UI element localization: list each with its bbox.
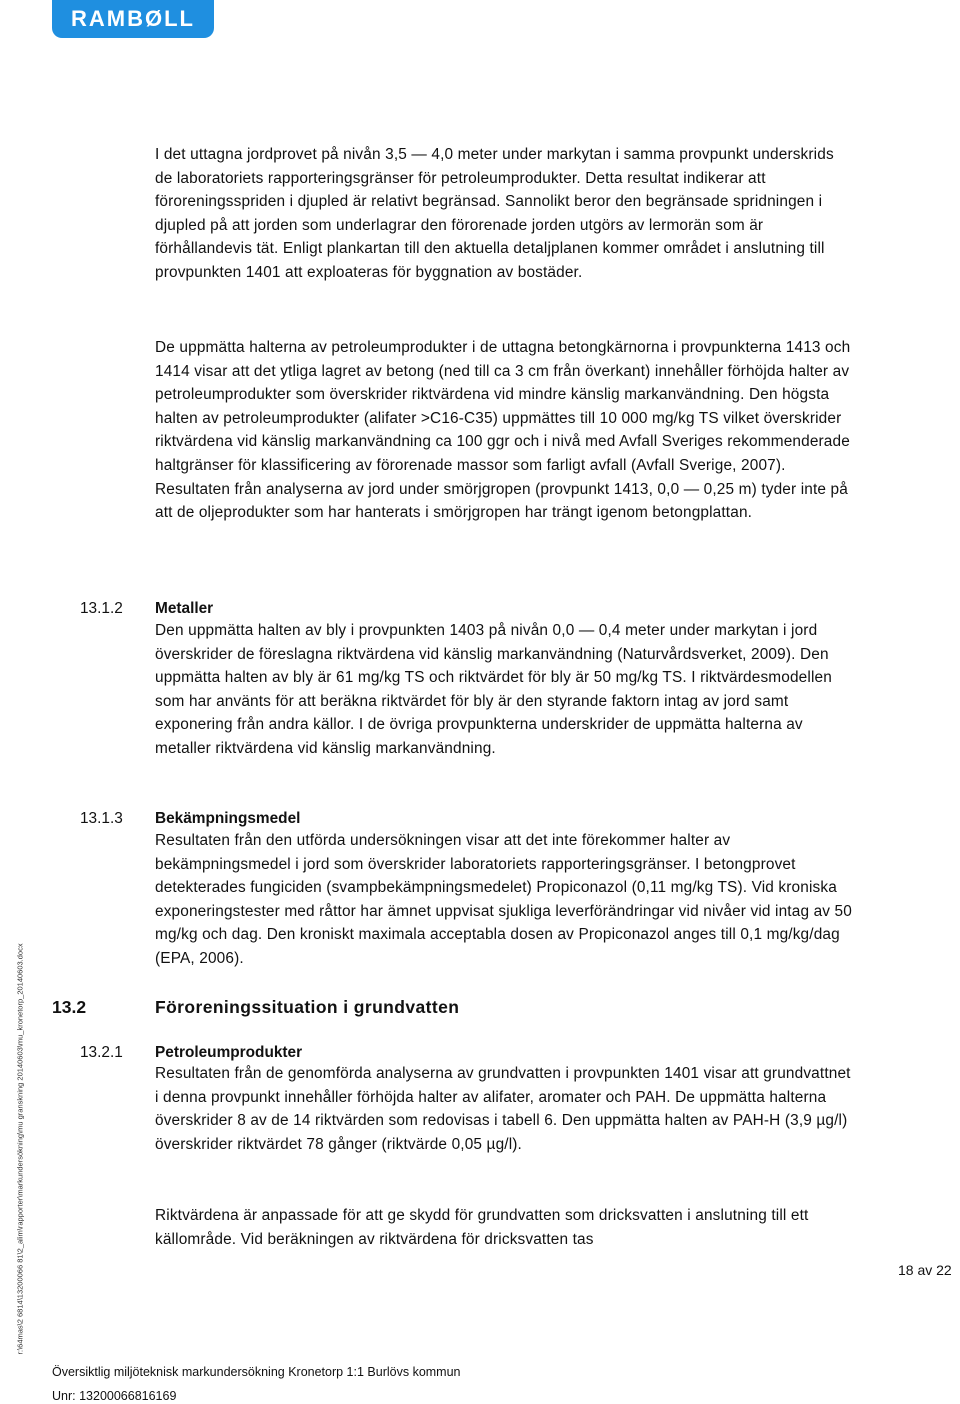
section-title-bekampningsmedel: Bekämpningsmedel xyxy=(155,810,301,827)
section-body-petroleumprodukter-2: Riktvärdena är anpassade för att ge skydd för grundvatten som dricksvatten i anslutning till ett källområde. Vid beräkningen av riktvärdena för dricksvatten tas xyxy=(155,1207,809,1248)
logo-text: RAMBØLL xyxy=(71,6,195,31)
section-body-petroleumprodukter: Resultaten från de genomförda analyserna av grundvatten i provpunkten 1401 visar att grundvattnet i denna provpunkt innehåller förhöjda halter av alifater, aromater och PAH. De uppmätta halterna överskrider 8 av de 14 riktvärden som redovisas i tabell 6. Den uppmätta halten av PAH-H (3,9 µg/l) överskrider riktvärdet 78 gånger (riktvärde 0,05 µg/l). xyxy=(155,1065,851,1153)
side-file-path: r:\64mas\2 6814\13200066 81\2_alim\rapporter\markundersökning\mu granskning 20140603\mu_kronetorp_20140603.docx xyxy=(15,943,25,1355)
section-title-metaller: Metaller xyxy=(155,600,214,617)
section-title-grundvatten: Föroreningssituation i grundvatten xyxy=(155,997,460,1017)
paragraph-2: De uppmätta halterna av petroleumprodukter i de uttagna betongkärnorna i provpunkterna 1413 och 1414 visar att det ytliga lagret av betong (ned till ca 3 cm från överkant) innehåller förhöjda halter av petroleumprodukter som överskrider riktvärdena vid mindre känslig markanvändning. Den högsta halten av petroleumprodukter (alifater >C16-C35) uppmättes till 10 000 mg/kg TS vilket överskrider riktvärdena vid känslig markanvändning ca 100 ggr och i nivå med Avfall Sveriges rekommenderade haltgränser för klassificering av förorenade massor som farligt avfall (Avfall Sverige, 2007). Resultaten från analyserna av jord under smörjgropen (provpunkt 1413, 0,0 — 0,25 m) tyder inte på att de oljeprodukter som har hanterats i smörjgropen har trängt igenom betongplattan. xyxy=(155,339,851,522)
section-number-13-1-3: 13.1.3 xyxy=(80,810,123,827)
section-body-bekampningsmedel: Resultaten från den utförda undersökningen visar att det inte förekommer halter av bekämpningsmedel i jord som överskrider laboratoriets rapporteringsgränser. I betongprovet detekterades fungiciden (svampbekämpningsmedelet) Propiconazol (0,11 mg/kg TS). Vid kroniska exponeringstester med råttor har ämnet uppvisat sjukliga leverförändringar vid nivåer vid intag av 50 mg/kg och dag. Den kroniskt maximala acceptabla dosen av Propiconazol anges till 0,1 mg/kg/dag (EPA, 2006). xyxy=(155,832,852,967)
section-title-petroleumprodukter: Petroleumprodukter xyxy=(155,1044,303,1061)
section-number-13-2: 13.2 xyxy=(52,997,87,1017)
section-body-metaller: Den uppmätta halten av bly i provpunkten 1403 på nivån 0,0 — 0,4 meter under markytan i jord överskrider de föreslagna riktvärdena vid känslig markanvändning (Naturvårdsverket, 2009). Den uppmätta halten av bly är 61 mg/kg TS och riktvärdet för bly är 50 mg/kg TS. I riktvärdesmodellen som har använts för att beräkna riktvärdet för bly är den styrande faktorn intag av jord samt exponering från andra källor. I de övriga provpunkterna underskrider de uppmätta halterna av metaller riktvärdena vid känslig markanvändning. xyxy=(155,622,832,757)
page-number: 18 av 22 xyxy=(898,1262,952,1278)
paragraph-1: I det uttagna jordprovet på nivån 3,5 — 4,0 meter under markytan i samma provpunkt underskrids de laboratoriets rapporteringsgränser för petroleumprodukter. Detta resultat indikerar att föroreningsspriden i djupled är relativt begränsad. Sannolikt beror den begränsade spridningen i djupled på att jorden som underlagrar den förorenade jorden utgörs av lermorän som är förhållandevis tät. Enligt plankartan till den aktuella detaljplanen kommer området i anslutning till provpunkten 1401 att exploateras för byggnation av bostäder. xyxy=(155,146,834,281)
footer-title: Översiktlig miljöteknisk markundersökning Kronetorp 1:1 Burlövs kommun xyxy=(52,1365,461,1379)
section-number-13-2-1: 13.2.1 xyxy=(80,1044,123,1061)
company-logo xyxy=(52,0,214,38)
section-number-13-1-2: 13.1.2 xyxy=(80,600,123,617)
footer-unr: Unr: 13200066816169 xyxy=(52,1389,177,1403)
